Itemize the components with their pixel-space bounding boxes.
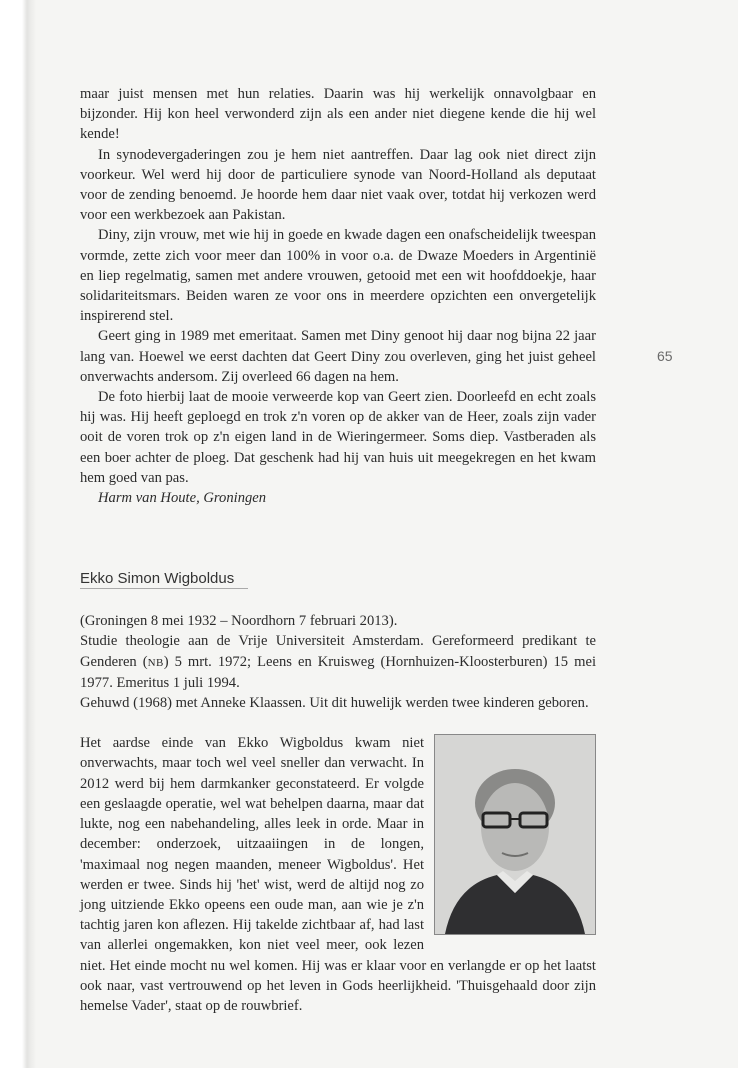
bio-career-text-a: Studie theologie aan de Vrije Universiteit Amsterdam. Gereformeerd predikant te Genderen ( bbox=[80, 633, 596, 670]
paragraph-1: maar juist mensen met hun relaties. Daarin was hij werkelijk onnavolgbaar en bijzonder. Hij kon heel verwonderd zijn als een ander niet diegene kende die hij wel kende! bbox=[80, 86, 596, 143]
paragraph-2: In synodevergaderingen zou je hem niet aantreffen. Daar lag ook niet direct zijn voorkeur. Wel werd hij door de particuliere synode van Noord-Holland als deputaat voor de zending benoemd. Je hoorde hem daar niet vaak over, totdat hij verkozen werd voor een werkbezoek aan Pakistan. bbox=[80, 146, 596, 224]
portrait-photo bbox=[434, 734, 596, 935]
section-heading: Ekko Simon Wigboldus bbox=[80, 569, 248, 589]
paragraph-3: Diny, zijn vrouw, met wie hij in goede en kwade dagen een onafscheidelijk tweespan vormde, zette zich voor meer dan 100% in voor o.a. de Dwaze Moeders in Argentinië en liep regelmatig, samen met andere vrouwen, getooid met een wit hoofddoekje, haar solidariteitsmars. Beiden waren ze voor ons in meerdere opzichten een onvergetelijk inspirerend stel. bbox=[80, 227, 596, 325]
bio-dates: (Groningen 8 mei 1932 – Noordhorn 7 februari 2013). bbox=[80, 613, 398, 630]
page-number: 65 bbox=[657, 348, 673, 364]
biography-block bbox=[80, 611, 596, 713]
bio-career-text-b: ) 5 mrt. 1972; Leens en Kruisweg (Hornhuizen-Kloosterburen) 15 mei 1977. Emeritus 1 juli 1994. bbox=[80, 653, 596, 691]
bio-career-abbrev: NB bbox=[147, 656, 164, 669]
portrait-image bbox=[435, 735, 595, 934]
page-gutter bbox=[0, 0, 36, 1068]
bio-career bbox=[80, 631, 596, 693]
page-text-column bbox=[80, 84, 596, 1016]
obituary-body bbox=[80, 733, 596, 1016]
obituary-body-text: Het aardse einde van Ekko Wigboldus kwam niet onverwachts, maar toch wel veel sneller dan verwacht. In 2012 werd bij hem darmkanker geconstateerd. Er volgde een geslaagde operatie, wel wat behelpen daarna, maar dat lukte, nog een nabehandeling, alles leek in orde. Maar in december: onderzoek, uitzaaiingen in de longen, 'maximaal nog negen maanden, meneer Wigboldus'. Het werden er twee. Sinds hij 'het' wist, werd de altijd nog zo jong uitziende Ekko opeens een oude man, aan wie je z'n tachtig jaren kon aflezen. Hij takelde zichtbaar af, had last van allerlei ongemakken, kon niet veel meer, ook lezen niet. Het einde mocht nu wel komen. Hij was er klaar voor en verlangde er op het laatst ook naar, vast vertrouwend op het leven in Gods heerlijkheid. 'Thuisgehaald door zijn hemelse Vader', staat op de rouwbrief. bbox=[80, 735, 596, 1014]
bio-family: Gehuwd (1968) met Anneke Klaassen. Uit dit huwelijk werden twee kinderen geboren. bbox=[80, 695, 589, 712]
paragraph-4: Geert ging in 1989 met emeritaat. Samen met Diny genoot hij daar nog bijna 22 jaar lang van. Hoewel we eerst dachten dat Geert Diny zou overleven, ging het juist geheel onverwachts andersom. Zij overleed 66 dagen na hem. bbox=[80, 328, 596, 385]
paragraph-5: De foto hierbij laat de mooie verweerde kop van Geert zien. Doorleefd en echt zoals hij was. Hij heeft geploegd en trok z'n voren op de akker van de Heer, zoals zijn vader ooit de voren trok op z'n eigen land in de Wieringermeer. Soms diep. Vastberaden als een boer achter de ploeg. Dat geschenk had hij van huis uit meegekregen en het kwam hem goed van pas. bbox=[80, 389, 596, 486]
signature: Harm van Houte, Groningen bbox=[98, 490, 267, 507]
